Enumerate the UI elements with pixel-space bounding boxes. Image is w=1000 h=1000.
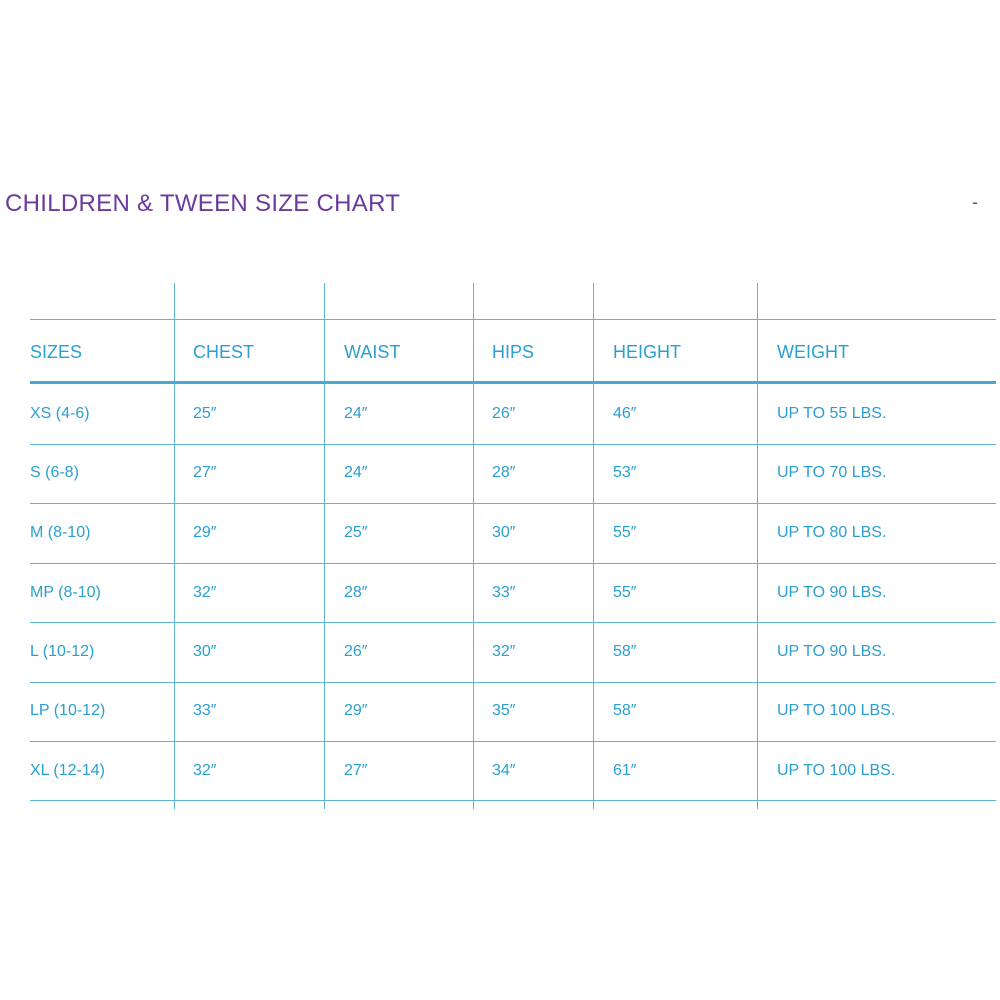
column-rule [757, 283, 758, 809]
cell-size: S (6-8) [30, 464, 79, 481]
header-weight: WEIGHT [777, 342, 849, 362]
row-rule [30, 444, 996, 445]
cell-waist: 27″ [344, 762, 368, 779]
cell-chest: 30″ [193, 643, 217, 660]
column-rule [324, 283, 325, 809]
cell-chest: 27″ [193, 464, 217, 481]
header-waist: WAIST [344, 342, 401, 362]
cell-chest: 29″ [193, 524, 217, 541]
corner-dash: - [972, 192, 978, 212]
cell-chest: 32″ [193, 762, 217, 779]
cell-size: M (8-10) [30, 524, 91, 541]
row-rule [30, 800, 996, 801]
cell-weight: UP TO 100 LBS. [777, 702, 896, 719]
cell-hips: 32″ [492, 643, 516, 660]
cell-height: 46″ [613, 405, 637, 422]
page-title: CHILDREN & TWEEN SIZE CHART [5, 190, 401, 217]
cell-chest: 32″ [193, 584, 217, 601]
cell-height: 55″ [613, 584, 637, 601]
header-hips: HIPS [492, 342, 535, 362]
cell-height: 53″ [613, 464, 637, 481]
size-chart-table [30, 283, 996, 809]
cell-chest: 25″ [193, 405, 217, 422]
column-rule [473, 283, 474, 809]
cell-weight: UP TO 90 LBS. [777, 584, 887, 601]
row-rule [30, 503, 996, 504]
cell-waist: 26″ [344, 643, 368, 660]
cell-weight: UP TO 70 LBS. [777, 464, 887, 481]
header-rule [30, 381, 996, 384]
cell-waist: 28″ [344, 584, 368, 601]
cell-hips: 33″ [492, 584, 516, 601]
row-rule [30, 622, 996, 623]
header-chest: CHEST [193, 342, 255, 362]
cell-size: L (10-12) [30, 643, 95, 660]
cell-weight: UP TO 80 LBS. [777, 524, 887, 541]
cell-waist: 24″ [344, 464, 368, 481]
cell-size: MP (8-10) [30, 584, 101, 601]
cell-waist: 24″ [344, 405, 368, 422]
cell-weight: UP TO 55 LBS. [777, 405, 887, 422]
cell-hips: 30″ [492, 524, 516, 541]
cell-size: XS (4-6) [30, 405, 90, 422]
cell-hips: 35″ [492, 702, 516, 719]
row-rule [30, 563, 996, 564]
row-rule [30, 319, 996, 320]
cell-hips: 26″ [492, 405, 516, 422]
cell-height: 58″ [613, 643, 637, 660]
cell-size: LP (10-12) [30, 702, 106, 719]
cell-weight: UP TO 90 LBS. [777, 643, 887, 660]
cell-hips: 28″ [492, 464, 516, 481]
cell-chest: 33″ [193, 702, 217, 719]
column-rule [593, 283, 594, 809]
column-rule [174, 283, 175, 809]
header-sizes: SIZES [30, 342, 83, 362]
cell-height: 55″ [613, 524, 637, 541]
row-rule [30, 741, 996, 742]
cell-weight: UP TO 100 LBS. [777, 762, 896, 779]
cell-height: 58″ [613, 702, 637, 719]
cell-waist: 25″ [344, 524, 368, 541]
cell-size: XL (12-14) [30, 762, 105, 779]
header-height: HEIGHT [613, 342, 682, 362]
cell-hips: 34″ [492, 762, 516, 779]
cell-height: 61″ [613, 762, 637, 779]
row-rule [30, 682, 996, 683]
cell-waist: 29″ [344, 702, 368, 719]
